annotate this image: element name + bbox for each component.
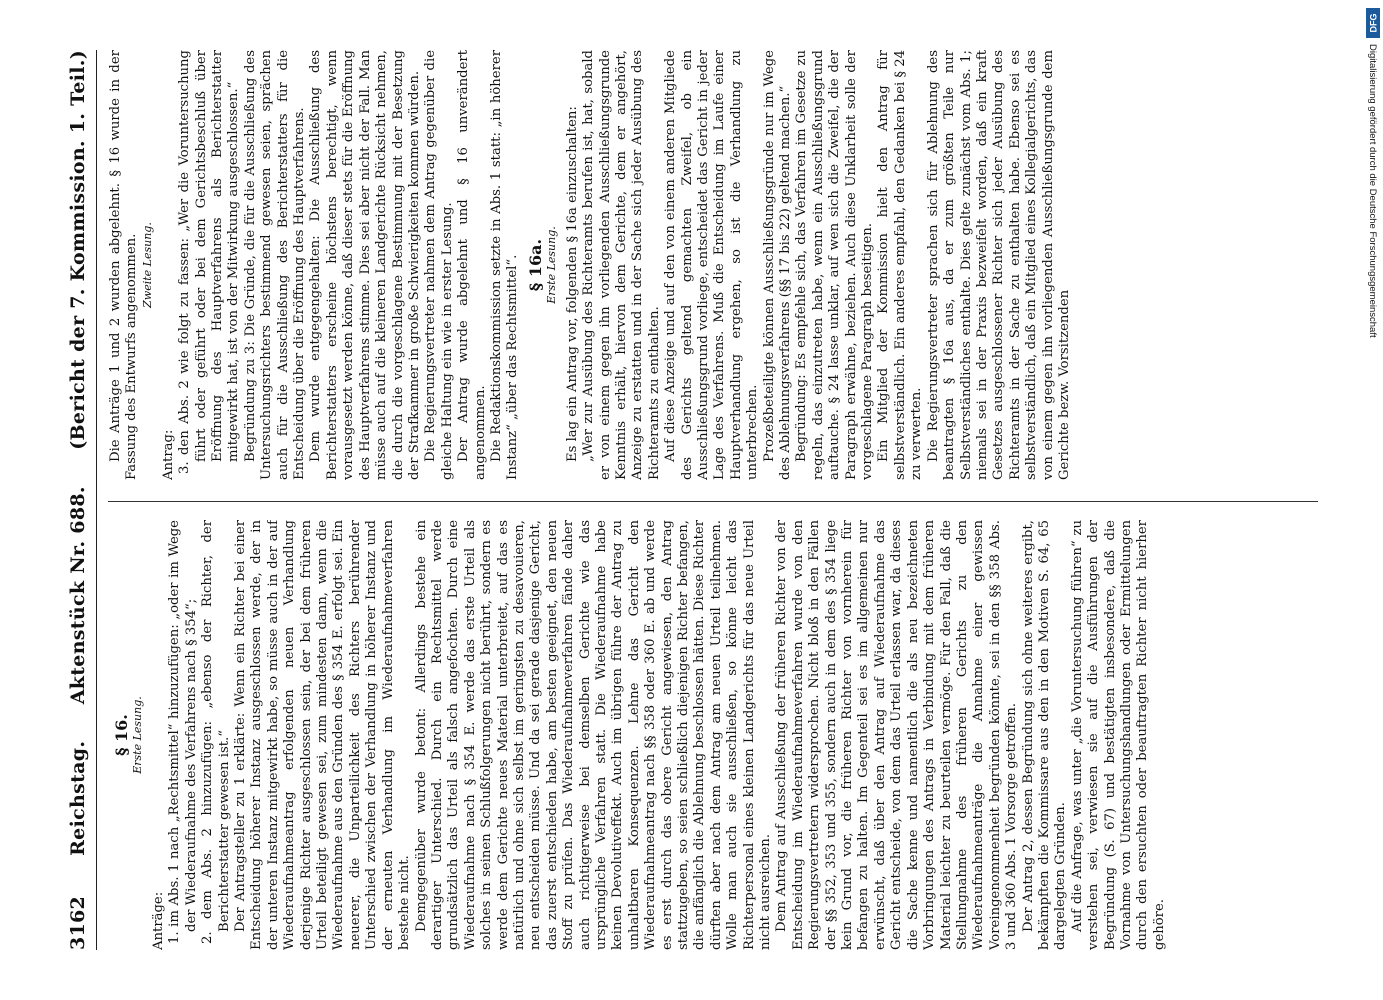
right-intro: Die Anträge 1 und 2 wurden abgelehnt. § 16 wurde in der Fassung des Entwurfs angenommen. [108, 50, 140, 480]
antraege-label: Anträge: [151, 891, 166, 950]
left-paragraph-3: Dem Antrag auf Ausschließung der früheren Richter von der Entscheidung im Wiederaufnahmeverfahren wurde von den Regierungsvertretern widersprochen. Nicht bloß in den Fällen der §§ 352, 353 und 355, sondern auch in dem des § 354 liege kein Grund vor, die früheren Richter von vornherein für befangen zu halten. Im Gegenteil sei es im allgemeinen nur erwünscht, daß über den Antrag auf Wiederaufnahme das Gericht entscheide, von dem das Urteil erlassen war, da dieses die Sache kenne und namentlich die als neu bezeichneten Vorbringungen des Antrags in Verbindung mit dem früheren Material leichter zu beurteilen vermöge. Für den Fall, daß die Stellungnahme des früheren Gerichts zu den Wiederaufnahmeanträge die Annahme einer gewissen Voreingenommenheit begründen könnte, sei in den §§ 358 Abs. 3 und 360 Abs. 1 Vorsorge getroffen. [774, 520, 1020, 950]
right-paragraph-7: Begründung: Es empfehle sich, das Verfahren im Gesetze zu regeln, das einzutreten habe, wenn ein Ausschließungsgrund auftauche. § 24 lasse unklar, auf wen sich die Zweifel, die der Paragraph erwähne, beziehen. Auch diese Unklarheit solle der vorgeschlagene Paragraph beseitigen. [794, 50, 876, 480]
header-left-title: Reichstag. [67, 740, 89, 856]
right-paragraph-2: Dem wurde entgegengehalten: Die Ausschließung des Berichterstatters erscheine höchstens berechtigt, wenn vorausgesetzt werden könne, daß dieser stets für die Eröffnung des Hauptverfahrens stimme. Dies sei aber nicht der Fall. Man müsse auch auf die kleineren Landgerichte Rücksicht nehmen, die durch die vorgeschlagene Bestimmung mit der Besetzung der Strafkammer in große Schwierigkeiten kommen würden. [308, 50, 422, 480]
page-number: 3162 [67, 895, 89, 950]
header-rule [96, 50, 97, 950]
antrag-label: Antrag: [160, 429, 176, 480]
right-paragraph-3: Die Regierungsvertreter nahmen dem Antrag gegenüber die gleiche Haltung ein wie in erster Lesung. [423, 50, 455, 480]
left-section-sub: Erste Lesung. [131, 696, 144, 774]
rotated-page-content [60, 0, 1350, 1000]
right-paragraph-6: Es lag ein Antrag vor, folgenden § 16a einzuschalten: [564, 106, 580, 462]
left-section-title: § 16. [112, 714, 131, 756]
left-paragraph-1: Der Antragsteller zu 1 erklärte: Wenn ein Richter bei einer Entscheidung höherer Instanz ausgeschlossen werde, der in der unteren Instanz mitgewirkt habe, so müsse auch in der auf Wiederaufnahmeantrag erfolgenden neuen Verhandlung derjenige Richter ausgeschlossen sein, der bei dem früheren Urteil beteiligt gewesen sei, zum mindesten dann, wenn die Wiederaufnahme aus den Gründen des § 354 E. erfolgt sei. Ein neuerer, die Unparteilichkeit des Richters berührender Unterschied zwischen der Verhandlung in höherer Instanz und der erneuten Verhandlung im Wiederaufnahmeverfahren bestehe nicht. [233, 520, 413, 950]
antrag-item-2: 2. dem Abs. 2 hinzuzufügen: „ebenso der Richter, der Berichterstatter gewesen ist.“ [200, 520, 232, 944]
right-paragraph-5: Die Redaktionskommission setzte in Abs. 1 statt: „in höherer Instanz“ „über das Rechtsmittel“. [488, 50, 521, 480]
right-section-sub: Erste Lesung. [544, 226, 558, 304]
page-header [64, 50, 92, 950]
left-paragraph-4: Der Antrag 2, dessen Begründung sich ohne weiteres ergibt, bekämpften die Kommissare aus den in den Motiven S. 64, 65 dargelegten Gründen. [1020, 520, 1069, 950]
left-column [108, 520, 1328, 950]
left-paragraph-5: Auf die Anfrage, was unter „die Voruntersuchung führen“ zu verstehen sei, verwiesen sie auf die Ausführungen der Begründung (S. 67) und bestätigten insbesondere, daß die Vornahme von Untersuchungshandlungen oder Ermittelungen durch den ersuchten oder beauftragten Richter nicht hierher gehöre. [1069, 520, 1167, 950]
right-section-title: § 16a. [525, 238, 545, 292]
right-paragraph-1: Begründung zu 3: Die Gründe, die für die Ausschließung des Untersuchungsrichters bestimmend gewesen seien, sprächen auch für die Ausschließung des Berichterstatters für die Entscheidung über die Eröffnung des Hauptverfahrens. [242, 50, 308, 480]
left-paragraph-2: Demgegenüber wurde betont: Allerdings bestehe ein derartiger Unterschied. Durch ein Rechtsmittel werde grundsätzlich das Urteil als falsch angefochten. Durch eine Wiederaufnahme nach § 354 E. werde das erste Urteil als solches in seinen Schlußfolgerungen nicht berührt, sondern es werde dem Gerichte neues Material unterbreitet, auf das es natürlich und ohne sich selbst im geringsten zu desavouieren, neu entscheiden müsse. Und da sei gerade dasjenige Gericht, das zuerst entschieden habe, am besten geeignet, den neuen Stoff zu prüfen. Das Wiederaufnahmeverfahren fände daher auch richtigerweise bei demselben Gerichte wie das ursprüngliche Verfahren statt. Die Wiederaufnahme habe keinen Devolutiveffekt. Auch im übrigen führe der Antrag zu unhaltbaren Konsequenzen. Lehne das Gericht den Wiederaufnahmeantrag nach §§ 358 oder 360 E. ab und werde es erst durch das obere Gericht angewiesen, den Antrag stattzugeben, so seien schließlich diejenigen Richter befangen, die anfänglich die Ablehnung beschlossen hätten. Diese Richter dürften aber nach dem Antrag am neuen Urteil teilnehmen. Wolle man auch sie ausschließen, so könne leicht das Richterpersonal eines kleinen Landgerichts für das neue Urteil nicht ausreichen. [413, 520, 774, 950]
right-paragraph-9: Die Regierungsvertreter sprachen sich für Ablehnung des beantragten § 16a aus, da er zum größten Teile nur Selbstverständliches enthalte. Dies gelte zunächst vom Abs. 1; niemals sei in der Praxis bezweifelt worden, daß ein kraft Gesetzes ausgeschlossener Richter sich jeder Ausübung des Richteramts in der Sache zu enthalten habe. Ebenso sei es selbstverständlich, daß ein Mitglied eines Kollegialgerichts, das von einem gegen ihn vorliegenden Ausschließungsgrunde dem Gerichte bezw. Vorsitzenden [925, 50, 1072, 480]
right-paragraph-8: Ein Mitglied der Kommission hielt den Antrag für selbstverständlich. Ein anderes empfahl, den Gedanken bei § 24 zu verwerten. [876, 50, 925, 480]
antrag-item-1: 1. im Abs. 1 nach „Rechtsmittel“ hinzuzufügen: „oder im Wege der Wiederaufnahme des Verfahrens nach § 354“; [167, 520, 199, 944]
digitization-credit [1368, 44, 1378, 744]
header-right-title: (Bericht der 7. Kommission. 1. Teil.) [67, 50, 89, 450]
quote-paragraph-1: „Wer zur Ausübung des Richteramts berufen ist, hat, sobald er von einem gegen ihn vorliegenden Ausschließungsgrunde Kenntnis erhält, hiervon dem Gerichte, dem er angehört, Anzeige zu erstatten und in der Sache sich jeder Ausübung des Richteramts zu enthalten. [581, 50, 662, 480]
right-paragraph-4: Der Antrag wurde abgelehnt und § 16 unverändert angenommen. [456, 50, 488, 480]
dfg-logo [1366, 8, 1380, 38]
digitization-credit-text: Digitalisierung gefördert durch die Deutsche Forschungsgemeinschaft [1367, 44, 1378, 338]
header-center-title: Aktenstück Nr. 688. [67, 486, 89, 705]
zweite-lesung-heading: Zweite Lesung. [140, 222, 154, 308]
antrag-item-3: 3. den Abs. 2 wie folgt zu fassen: „Wer die Voruntersuchung führt oder geführt oder bei dem Gerichtsbeschluß über Eröffnung des Hauptverfahrens als Berichterstatter mitgewirkt hat, ist von der Mitwirkung ausgeschlossen.“ [177, 50, 242, 474]
quote-paragraph-3: Prozeßbeteiligte können Ausschließungsgründe nur im Wege des Ablehnungsverfahrens (§§ 17 bis 22) geltend machen.“ [761, 50, 794, 480]
dfg-logo-text: DFG [1368, 13, 1378, 33]
column-divider [108, 501, 1318, 502]
right-column [108, 50, 1328, 480]
quote-paragraph-2: Auf diese Anzeige und auf den von einem anderen Mitgliede des Gerichts geltend gemachten Zweifel, ob ein Ausschließungsgrund vorliege, entscheidet das Gericht in jeder Lage des Verfahrens. Muß die Entscheidung im Laufe einer Hauptverhandlung ergehen, so ist die Verhandlung zu unterbrechen. [663, 50, 761, 480]
